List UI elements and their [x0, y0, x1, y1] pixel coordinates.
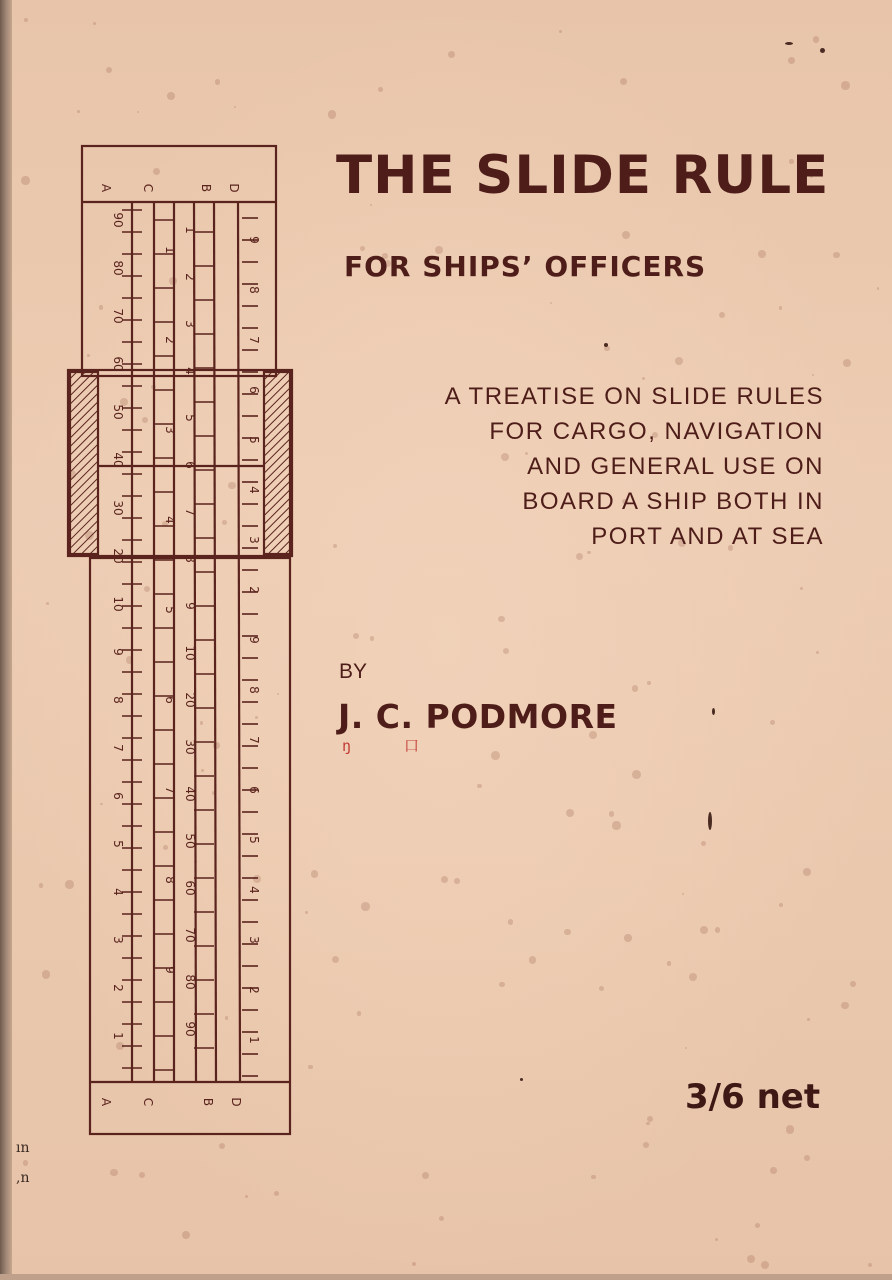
foxing-spot	[643, 1142, 649, 1148]
foxing-spot	[632, 685, 638, 691]
foxing-spot	[599, 986, 604, 991]
foxing-spot	[747, 1255, 755, 1263]
b-scale-label: 5	[183, 414, 197, 422]
foxing-spot	[804, 1155, 810, 1161]
foxing-spot	[700, 926, 708, 934]
foxing-spot	[448, 51, 455, 58]
author-name: J. C. PODMORE	[338, 697, 618, 736]
foxing-spot	[370, 636, 374, 640]
c-scale-label: 7	[163, 786, 177, 794]
book-spine	[0, 0, 12, 1280]
foxing-spot	[841, 81, 850, 90]
c-scale-label: 3	[163, 426, 177, 434]
foxing-spot	[24, 18, 28, 22]
foxing-spot	[106, 67, 112, 73]
foxing-spot	[850, 981, 856, 987]
foxing-spot	[499, 982, 504, 987]
foxing-spot	[39, 883, 44, 888]
foxing-spot	[877, 287, 880, 290]
scale-letter-bottom: C	[141, 1097, 155, 1107]
description-line: AND GENERAL USE ON	[527, 453, 824, 480]
d-scale-label: 5	[247, 436, 261, 444]
foxing-spot	[110, 1169, 118, 1177]
a-scale-label: 8	[111, 696, 125, 704]
scale-letter-top: B	[199, 183, 213, 193]
a-scale-label: 50	[111, 404, 125, 420]
foxing-spot	[328, 110, 337, 119]
foxing-spot	[715, 927, 720, 932]
foxing-spot	[803, 868, 811, 876]
foxing-spot	[333, 544, 337, 548]
b-scale-label: 60	[183, 880, 197, 896]
foxing-spot	[139, 1172, 145, 1178]
foxing-spot	[234, 106, 236, 108]
ink-mark	[604, 343, 608, 347]
foxing-spot	[719, 312, 725, 318]
c-scale-label: 1	[163, 246, 177, 254]
foxing-spot	[701, 841, 706, 846]
foxing-spot	[833, 252, 839, 258]
foxing-spot	[77, 110, 80, 113]
d-scale-label: 9	[247, 636, 261, 644]
foxing-spot	[42, 970, 51, 979]
foxing-spot	[564, 929, 571, 936]
worn-edge	[0, 1274, 892, 1280]
a-scale-label: 4	[111, 888, 125, 896]
by-label: BY	[339, 660, 368, 683]
scale-divider	[214, 202, 216, 1082]
foxing-spot	[378, 87, 383, 92]
book-description	[384, 379, 824, 554]
d-scale-label: 3	[247, 536, 261, 544]
foxing-spot	[508, 919, 513, 924]
b-scale-label: 4	[183, 367, 197, 375]
book-title: THE SLIDE RULE	[336, 145, 830, 206]
c-scale-label: 8	[163, 876, 177, 884]
a-scale-label: 1	[111, 1032, 125, 1040]
foxing-spot	[715, 1238, 719, 1242]
foxing-spot	[786, 1125, 794, 1133]
b-scale-label: 7	[183, 508, 197, 516]
foxing-spot	[624, 934, 631, 941]
b-scale-label: 6	[183, 461, 197, 469]
d-scale-label: 1	[247, 1036, 261, 1044]
cursor-hatch-left	[70, 372, 98, 554]
foxing-spot	[667, 961, 671, 965]
ink-mark	[520, 1078, 523, 1081]
a-scale-label: 7	[111, 744, 125, 752]
a-scale-label: 3	[111, 936, 125, 944]
description-line: A TREATISE ON SLIDE RULES	[444, 383, 824, 410]
foxing-spot	[685, 1047, 688, 1050]
margin-note: ın	[16, 1140, 30, 1156]
slide-rule-illustration	[62, 140, 302, 1140]
foxing-spot	[491, 751, 500, 760]
foxing-spot	[357, 1011, 361, 1015]
red-stamp-marks: ŋ 口	[342, 737, 442, 755]
foxing-spot	[841, 1002, 848, 1009]
d-scale-label: 7	[247, 336, 261, 344]
ink-mark	[708, 812, 712, 830]
foxing-spot	[274, 1191, 279, 1196]
foxing-spot	[761, 1261, 769, 1269]
foxing-spot	[612, 821, 620, 829]
d-scale-label: 2	[247, 586, 261, 594]
foxing-spot	[305, 911, 308, 914]
d-scale-label: 7	[247, 736, 261, 744]
foxing-spot	[779, 306, 783, 310]
scale-letter-bottom: A	[99, 1097, 113, 1107]
book-subtitle: FOR SHIPS’ OFFICERS	[344, 250, 707, 283]
d-scale-label: 3	[247, 936, 261, 944]
ink-mark	[820, 48, 825, 53]
scale-divider	[238, 202, 240, 1082]
foxing-spot	[800, 587, 804, 591]
foxing-spot	[620, 78, 627, 85]
a-scale-label: 40	[111, 452, 125, 468]
a-scale-label: 80	[111, 260, 125, 276]
scale-letter-top: A	[99, 183, 113, 193]
scale-letter-top: D	[227, 183, 241, 193]
foxing-spot	[559, 30, 562, 33]
foxing-spot	[622, 231, 631, 240]
foxing-spot	[868, 1263, 872, 1267]
d-scale-label: 9	[247, 236, 261, 244]
foxing-spot	[550, 302, 552, 304]
foxing-spot	[779, 903, 783, 907]
foxing-spot	[219, 1143, 225, 1149]
b-scale-label: 2	[183, 273, 197, 281]
foxing-spot	[812, 374, 814, 376]
foxing-spot	[215, 79, 220, 84]
scale-letter-bottom: D	[229, 1097, 243, 1107]
foxing-spot	[353, 633, 359, 639]
foxing-spot	[308, 1065, 313, 1070]
c-scale-label: 9	[163, 966, 177, 974]
foxing-spot	[311, 870, 319, 878]
d-scale-label: 6	[247, 386, 261, 394]
c-scale-label: 5	[163, 606, 177, 614]
description-line: FOR CARGO, NAVIGATION	[489, 418, 824, 445]
foxing-spot	[332, 956, 339, 963]
cursor-hatch-right	[264, 372, 290, 554]
foxing-spot	[412, 1262, 416, 1266]
foxing-spot	[477, 784, 481, 788]
foxing-spot	[591, 1175, 595, 1179]
cursor-frame	[68, 370, 292, 556]
ink-mark	[785, 42, 793, 45]
a-scale-label: 70	[111, 308, 125, 324]
a-scale-label: 2	[111, 984, 125, 992]
foxing-spot	[576, 553, 583, 560]
c-scale-label: 6	[163, 696, 177, 704]
b-scale-label: 20	[183, 692, 197, 708]
foxing-spot	[422, 1172, 429, 1179]
foxing-spot	[46, 602, 49, 605]
foxing-spot	[813, 36, 819, 42]
a-scale-label: 5	[111, 840, 125, 848]
a-scale-label: 9	[111, 648, 125, 656]
foxing-spot	[843, 359, 851, 367]
foxing-spot	[816, 651, 819, 654]
d-scale-label: 4	[247, 886, 261, 894]
c-scale-label: 4	[163, 516, 177, 524]
ink-mark	[712, 708, 715, 715]
foxing-spot	[770, 720, 775, 725]
b-scale-label: 9	[183, 602, 197, 610]
foxing-spot	[182, 1231, 190, 1239]
margin-note: ,n	[16, 1170, 30, 1186]
foxing-spot	[93, 22, 96, 25]
b-scale-label: 8	[183, 555, 197, 563]
b-scale-label: 30	[183, 739, 197, 755]
foxing-spot	[245, 1195, 248, 1198]
d-scale-label: 5	[247, 836, 261, 844]
foxing-spot	[498, 616, 505, 623]
foxing-spot	[361, 902, 370, 911]
scale-letter-bottom: B	[201, 1097, 215, 1107]
foxing-spot	[454, 878, 460, 884]
foxing-spot	[755, 1223, 760, 1228]
b-scale-label: 3	[183, 320, 197, 328]
foxing-spot	[770, 1167, 776, 1173]
d-scale-label: 4	[247, 486, 261, 494]
b-scale-label: 80	[183, 974, 197, 990]
foxing-spot	[21, 176, 29, 184]
b-scale-label: 40	[183, 786, 197, 802]
d-scale-label: 2	[247, 986, 261, 994]
foxing-spot	[566, 809, 574, 817]
b-scale-label: 1	[183, 226, 197, 234]
foxing-spot	[689, 973, 697, 981]
foxing-spot	[788, 57, 795, 64]
foxing-spot	[167, 92, 175, 100]
foxing-spot	[439, 1216, 444, 1221]
a-scale-label: 30	[111, 500, 125, 516]
a-scale-label: 20	[111, 548, 125, 564]
foxing-spot	[529, 956, 537, 964]
foxing-spot	[137, 111, 139, 113]
foxing-spot	[503, 648, 509, 654]
foxing-spot	[23, 1160, 28, 1165]
foxing-spot	[647, 681, 650, 684]
foxing-spot	[609, 811, 615, 817]
a-scale-label: 60	[111, 356, 125, 372]
description-line: BOARD A SHIP BOTH IN	[522, 488, 824, 515]
foxing-spot	[682, 893, 684, 895]
c-scale-label: 2	[163, 336, 177, 344]
description-line: PORT AND AT SEA	[591, 523, 824, 550]
d-scale-label: 8	[247, 686, 261, 694]
price-label: 3/6 net	[685, 1077, 821, 1117]
a-scale-label: 10	[111, 596, 125, 612]
d-scale-label: 6	[247, 786, 261, 794]
foxing-spot	[441, 876, 448, 883]
d-scale-label: 8	[247, 286, 261, 294]
foxing-spot	[807, 1018, 810, 1021]
foxing-spot	[675, 357, 683, 365]
scale-letter-top: C	[141, 183, 155, 193]
b-scale-label: 90	[183, 1021, 197, 1037]
b-scale-label: 50	[183, 833, 197, 849]
foxing-spot	[758, 250, 766, 258]
a-scale-label: 6	[111, 792, 125, 800]
a-scale-label: 90	[111, 212, 125, 228]
foxing-spot	[646, 1122, 650, 1126]
b-scale-label: 10	[183, 645, 197, 661]
b-scale-label: 70	[183, 927, 197, 943]
foxing-spot	[632, 770, 641, 779]
